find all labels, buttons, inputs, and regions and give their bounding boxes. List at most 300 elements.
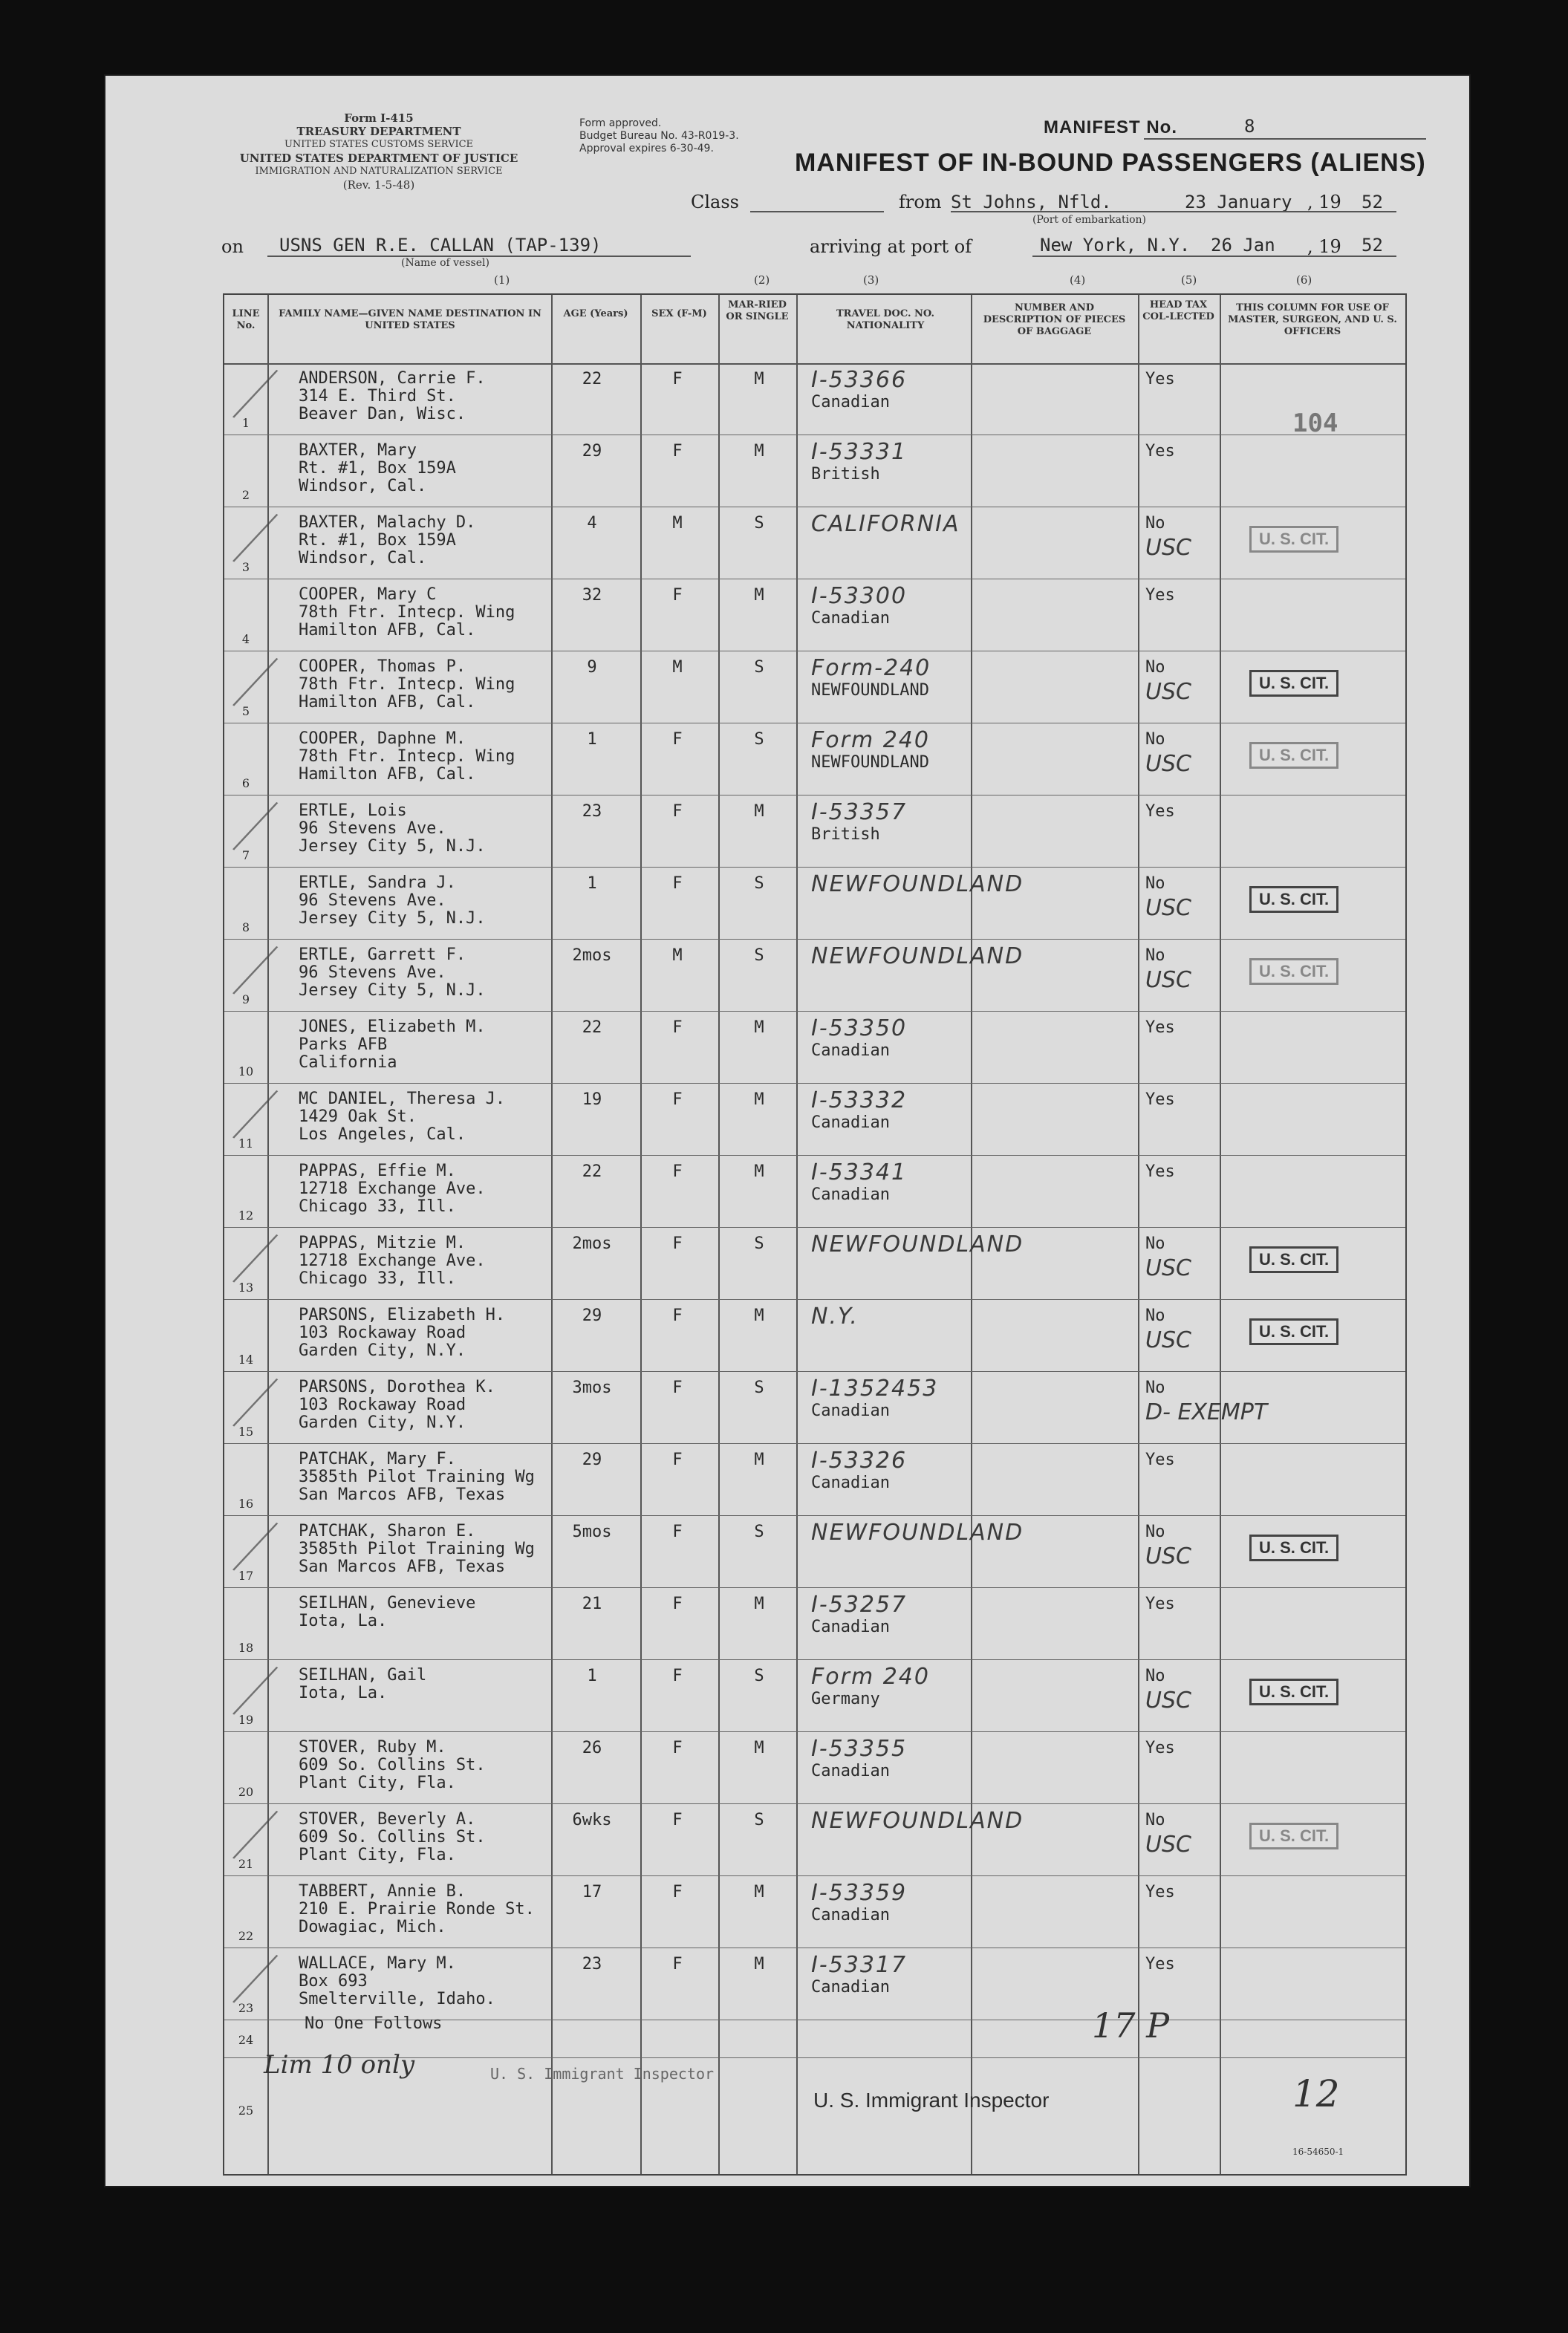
line-number: 22 [238, 1929, 254, 1943]
head-tax [1145, 1883, 1175, 1901]
travel-doc [811, 1664, 989, 1708]
travel-doc-number: I-53359 [811, 1880, 908, 1906]
manifest-underline [1144, 138, 1426, 140]
travel-doc-number: N.Y. [811, 1304, 859, 1330]
passenger-sex: F [672, 586, 683, 605]
col-num-1: (1) [494, 273, 510, 287]
us-citizen-stamp: U. S. CIT. [1249, 526, 1338, 553]
head-tax-note: USC [1145, 1255, 1191, 1281]
nationality: Germany [811, 1690, 880, 1708]
head-tax [1145, 946, 1191, 993]
passenger-marital: M [754, 1883, 764, 1901]
line-number: 15 [238, 1425, 254, 1439]
travel-doc-number: Form 240 [811, 1664, 930, 1690]
arrival-year: 52 [1362, 235, 1383, 256]
line-number: 8 [241, 920, 250, 934]
head-tax-note: USC [1145, 1832, 1191, 1858]
nationality: British [811, 465, 880, 484]
row-divider [224, 867, 1405, 868]
line-number: 25 [238, 2103, 254, 2118]
justice-dept: UNITED STATES DEPARTMENT OF JUSTICE [239, 152, 518, 165]
line-number: 17 [238, 1569, 254, 1583]
line-number: 21 [238, 1857, 254, 1871]
head-tax-note: USC [1145, 967, 1191, 993]
from-underline [951, 211, 1396, 212]
travel-doc [811, 1304, 989, 1330]
inspector-title: U. S. Immigrant Inspector [813, 2089, 1050, 2112]
class-label: Class [691, 192, 739, 212]
passenger-sex: M [672, 658, 683, 677]
passenger-sex: F [672, 1234, 683, 1253]
table-row [224, 1229, 1405, 1299]
passenger-marital: S [754, 946, 764, 965]
expires-line: Approval expires 6-30-49. [579, 143, 714, 154]
line-number: 11 [238, 1136, 254, 1151]
row-divider [224, 1803, 1405, 1804]
head-tax-value: Yes [1145, 1018, 1175, 1037]
inspector-faded: U. S. Immigrant Inspector [490, 2065, 715, 2083]
head-tax-note: USC [1145, 679, 1191, 705]
table-row [224, 508, 1405, 579]
table-row [224, 1445, 1405, 1515]
hdr-baggage: NUMBER AND DESCRIPTION OF PIECES OF BAGGAGE [983, 302, 1126, 337]
table-row [224, 1733, 1405, 1803]
table-row [224, 364, 1405, 435]
line-number: 24 [238, 2033, 254, 2047]
passenger-age: 29 [582, 1451, 602, 1469]
head-tax [1145, 802, 1175, 821]
head-tax-value: No [1145, 1811, 1165, 1829]
travel-doc [811, 1015, 989, 1060]
passenger-marital: M [754, 1090, 764, 1109]
head-tax [1145, 1955, 1175, 1974]
col-num-5: (5) [1181, 273, 1197, 287]
passenger-age: 21 [582, 1595, 602, 1613]
travel-doc-number: I-1352453 [811, 1376, 939, 1402]
passenger-marital: S [754, 1379, 764, 1397]
head-tax-value: Yes [1145, 370, 1175, 388]
us-citizen-stamp: U. S. CIT. [1249, 1823, 1338, 1849]
travel-doc [811, 727, 989, 772]
table-row [224, 1661, 1405, 1731]
line-number: 4 [241, 632, 250, 646]
passenger-age: 1 [587, 874, 597, 893]
ins-service: IMMIGRATION AND NATURALIZATION SERVICE [255, 166, 503, 177]
row-divider [224, 1227, 1405, 1228]
form-code: 16-54650-1 [1292, 2147, 1344, 2157]
passenger-name-destination: SEILHAN, Genevieve Iota, La. [299, 1594, 476, 1630]
passenger-sex: F [672, 802, 683, 821]
arrival-date: 26 Jan [1211, 235, 1275, 256]
line-number: 7 [241, 848, 250, 862]
passenger-marital: S [754, 874, 764, 893]
us-citizen-stamp: U. S. CIT. [1249, 1679, 1338, 1705]
line-number: 2 [241, 488, 250, 502]
customs-service: UNITED STATES CUSTOMS SERVICE [284, 139, 474, 150]
head-tax-value: Yes [1145, 586, 1175, 605]
line-number: 3 [241, 560, 250, 574]
head-tax-value: No [1145, 946, 1165, 965]
table-row [224, 1517, 1405, 1587]
passenger-age: 6wks [572, 1811, 612, 1829]
head-tax-note: USC [1145, 1327, 1191, 1353]
travel-doc [811, 1159, 989, 1204]
row-divider [224, 1515, 1405, 1516]
head-tax [1145, 1234, 1191, 1281]
table-row [224, 796, 1405, 867]
us-citizen-stamp: U. S. CIT. [1249, 742, 1338, 769]
passenger-marital: M [754, 442, 764, 461]
nationality: Canadian [811, 1906, 890, 1924]
hdr-travel: TRAVEL DOC. NO. NATIONALITY [836, 308, 935, 331]
table-row [224, 724, 1405, 795]
agency-header [223, 111, 535, 192]
hdr-headtax: HEAD TAX COL-LECTED [1142, 299, 1214, 322]
nationality: Canadian [811, 1618, 890, 1636]
no-one-follows: No One Follows [305, 2014, 443, 2033]
passenger-name-destination: COOPER, Mary C 78th Ftr. Intecp. Wing Hamilton AFB, Cal. [299, 585, 515, 640]
head-tax [1145, 1090, 1175, 1109]
head-tax-note: USC [1145, 895, 1191, 921]
passenger-marital: M [754, 1955, 764, 1974]
passenger-sex: F [672, 1595, 683, 1613]
head-tax-value: No [1145, 1523, 1165, 1541]
budget-line: Budget Bureau No. 43-R019-3. [579, 130, 739, 142]
passenger-sex: F [672, 1523, 683, 1541]
passenger-marital: M [754, 1018, 764, 1037]
hdr-line: LINE No. [232, 308, 260, 331]
table-row [224, 1949, 1405, 2020]
travel-doc [811, 367, 989, 411]
travel-doc [811, 439, 989, 484]
passenger-marital: M [754, 586, 764, 605]
table-row [224, 1877, 1405, 1948]
travel-doc-number: Form-240 [811, 655, 931, 681]
travel-doc-number: NEWFOUNDLAND [811, 1520, 1024, 1546]
head-tax-value: No [1145, 730, 1165, 749]
arrival-underline [1032, 256, 1396, 257]
passenger-sex: F [672, 442, 683, 461]
hdr-sex: SEX (F-M) [651, 308, 707, 319]
row-divider [224, 1659, 1405, 1660]
passenger-age: 23 [582, 802, 602, 821]
table-row [224, 1589, 1405, 1659]
head-tax [1145, 514, 1191, 561]
arrival-port: New York, N.Y. [1040, 235, 1191, 256]
passenger-age: 2mos [572, 1234, 612, 1253]
hdr-name: FAMILY NAME—GIVEN NAME DESTINATION IN UNITED STATES [279, 308, 541, 331]
handwritten-initials: 17 P [1092, 2005, 1170, 2046]
passenger-name-destination: PAPPAS, Effie M. 12718 Exchange Ave. Chicago 33, Ill. [299, 1162, 486, 1216]
passenger-sex: F [672, 874, 683, 893]
passenger-name-destination: JONES, Elizabeth M. Parks AFB California [299, 1018, 486, 1072]
passenger-sex: F [672, 1307, 683, 1325]
passenger-sex: M [672, 514, 683, 533]
passenger-sex: F [672, 1883, 683, 1901]
passenger-name-destination: STOVER, Beverly A. 609 So. Collins St. Plant City, Fla. [299, 1810, 486, 1864]
row-divider [224, 1587, 1405, 1588]
travel-doc-number: NEWFOUNDLAND [811, 871, 1024, 897]
passenger-marital: S [754, 730, 764, 749]
passenger-name-destination: SEILHAN, Gail Iota, La. [299, 1666, 427, 1702]
passenger-age: 22 [582, 370, 602, 388]
passenger-age: 1 [587, 1667, 597, 1685]
table-row [224, 1805, 1405, 1875]
travel-doc [811, 1087, 989, 1132]
passenger-marital: M [754, 1451, 764, 1469]
travel-doc-number: I-53257 [811, 1592, 908, 1618]
head-tax [1145, 1523, 1191, 1569]
nationality: NEWFOUNDLAND [811, 681, 929, 700]
row-divider [224, 1371, 1405, 1372]
row-divider [224, 1443, 1405, 1444]
passenger-marital: S [754, 1523, 764, 1541]
col-num-6: (6) [1296, 273, 1312, 287]
col-num-4: (4) [1070, 273, 1086, 287]
passenger-age: 3mos [572, 1379, 612, 1397]
line-number: 10 [238, 1064, 254, 1078]
us-citizen-stamp: U. S. CIT. [1249, 1246, 1338, 1273]
passenger-age: 23 [582, 1955, 602, 1974]
passenger-name-destination: TABBERT, Annie B. 210 E. Prairie Ronde St. Dowagiac, Mich. [299, 1882, 535, 1936]
nationality: Canadian [811, 609, 890, 628]
nationality: Canadian [811, 1474, 890, 1492]
line-number: 6 [241, 776, 250, 790]
passenger-age: 1 [587, 730, 597, 749]
passenger-sex: F [672, 1090, 683, 1109]
nationality: Canadian [811, 1402, 890, 1420]
head-tax [1145, 1018, 1175, 1037]
travel-doc [811, 655, 989, 700]
head-tax-value: Yes [1145, 1162, 1175, 1181]
page-stamp-number: 104 [1292, 409, 1338, 438]
nationality: Canadian [811, 1041, 890, 1060]
col-num-2: (2) [754, 273, 770, 287]
row-divider [224, 1083, 1405, 1084]
passenger-age: 29 [582, 1307, 602, 1325]
table-row [224, 580, 1405, 651]
travel-doc [811, 1736, 989, 1780]
table-row [224, 1084, 1405, 1155]
col-num-3: (3) [863, 273, 879, 287]
passenger-name-destination: BAXTER, Malachy D. Rt. #1, Box 159A Windsor, Cal. [299, 513, 476, 567]
passenger-sex: F [672, 1739, 683, 1757]
travel-doc-number: I-53332 [811, 1087, 908, 1113]
passenger-marital: M [754, 1595, 764, 1613]
travel-doc [811, 511, 989, 537]
travel-doc-number: I-53317 [811, 1952, 908, 1978]
head-tax-value: Yes [1145, 442, 1175, 461]
head-tax-value: Yes [1145, 1739, 1175, 1757]
travel-doc [811, 1952, 989, 1997]
nationality: Canadian [811, 1185, 890, 1204]
table-row [224, 1301, 1405, 1371]
head-tax [1145, 1811, 1191, 1858]
passenger-marital: M [754, 1307, 764, 1325]
head-tax [1145, 1667, 1191, 1714]
passenger-name-destination: ERTLE, Sandra J. 96 Stevens Ave. Jersey City 5, N.J. [299, 873, 486, 928]
approved-line: Form approved. [579, 117, 662, 129]
line-number: 14 [238, 1353, 254, 1367]
hdr-officers: THIS COLUMN FOR USE OF MASTER, SURGEON, AND U. S. OFFICERS [1228, 302, 1397, 337]
passenger-marital: S [754, 514, 764, 533]
head-tax [1145, 370, 1175, 388]
table-row [224, 868, 1405, 939]
line-number: 13 [238, 1281, 254, 1295]
travel-doc [811, 1592, 989, 1636]
passenger-sex: F [672, 1018, 683, 1037]
head-tax [1145, 730, 1191, 777]
vessel-name: USNS GEN R.E. CALLAN (TAP-139) [279, 235, 602, 256]
nationality: British [811, 825, 880, 844]
head-tax [1145, 874, 1191, 921]
passenger-marital: S [754, 1667, 764, 1685]
passenger-sex: F [672, 370, 683, 388]
us-citizen-stamp: U. S. CIT. [1249, 958, 1338, 985]
head-tax-value: Yes [1145, 802, 1175, 821]
passenger-marital: M [754, 370, 764, 388]
passenger-name-destination: COOPER, Daphne M. 78th Ftr. Intecp. Wing Hamilton AFB, Cal. [299, 729, 515, 784]
passenger-sex: F [672, 1667, 683, 1685]
head-tax-note: USC [1145, 751, 1191, 777]
form-number: Form I-415 [344, 111, 414, 125]
line-number: 18 [238, 1641, 254, 1655]
passenger-sex: M [672, 946, 683, 965]
head-tax-value: No [1145, 1307, 1165, 1325]
corner-number: 12 [1292, 2072, 1340, 2115]
us-citizen-stamp: U. S. CIT. [1249, 886, 1338, 913]
line-number: 16 [238, 1497, 254, 1511]
travel-doc-number: NEWFOUNDLAND [811, 943, 1024, 969]
table-row [224, 1373, 1405, 1443]
travel-doc-number: NEWFOUNDLAND [811, 1808, 1024, 1834]
head-tax-value: No [1145, 1667, 1165, 1685]
passenger-sex: F [672, 1955, 683, 1974]
passenger-marital: S [754, 1234, 764, 1253]
travel-doc-number: I-53300 [811, 583, 908, 609]
head-tax-value: No [1145, 1234, 1165, 1253]
passenger-age: 4 [587, 514, 597, 533]
passenger-name-destination: PARSONS, Dorothea K. 103 Rockaway Road Garden City, N.Y. [299, 1378, 495, 1432]
head-tax-value: No [1145, 874, 1165, 893]
travel-doc [811, 583, 989, 628]
passenger-name-destination: ANDERSON, Carrie F. 314 E. Third St. Beaver Dan, Wisc. [299, 369, 486, 423]
nationality: Canadian [811, 1762, 890, 1780]
travel-doc-number: I-53357 [811, 799, 908, 825]
passenger-marital: M [754, 1739, 764, 1757]
head-tax [1145, 658, 1191, 705]
us-citizen-stamp: U. S. CIT. [1249, 1535, 1338, 1561]
line-number: 12 [238, 1208, 254, 1223]
passenger-name-destination: COOPER, Thomas P. 78th Ftr. Intecp. Wing Hamilton AFB, Cal. [299, 657, 515, 712]
passenger-name-destination: BAXTER, Mary Rt. #1, Box 159A Windsor, Cal. [299, 441, 456, 495]
passenger-age: 29 [582, 442, 602, 461]
treasury-dept: TREASURY DEPARTMENT [296, 125, 461, 138]
passenger-marital: S [754, 658, 764, 677]
travel-doc [811, 1808, 1024, 1834]
line-number: 9 [241, 992, 250, 1006]
embark-year: 52 [1362, 192, 1383, 212]
table-row [224, 436, 1405, 507]
travel-doc [811, 943, 1024, 969]
nationality: Canadian [811, 1978, 890, 1997]
manifest-number [1044, 116, 1256, 138]
passenger-sex: F [672, 1379, 683, 1397]
passenger-sex: F [672, 1811, 683, 1829]
row-divider [224, 1731, 1405, 1732]
travel-doc-number: I-53350 [811, 1015, 908, 1041]
year1-prefix: , 19 [1307, 192, 1341, 212]
head-tax-value: No [1145, 1379, 1165, 1397]
head-tax-note: D- EXEMPT [1145, 1399, 1268, 1425]
approval-block [579, 117, 739, 155]
travel-doc-number: I-53341 [811, 1159, 908, 1185]
line-number: 19 [238, 1713, 254, 1727]
manifest-number-label: MANIFEST No. [1044, 117, 1177, 137]
row-divider [224, 939, 1405, 940]
travel-doc-number: I-53355 [811, 1736, 908, 1762]
travel-doc [811, 871, 1024, 897]
passenger-marital: M [754, 802, 764, 821]
embark-caption: (Port of embarkation) [1032, 214, 1146, 226]
head-tax-value: Yes [1145, 1451, 1175, 1469]
manifest-sheet [104, 74, 1471, 2187]
passenger-name-destination: PATCHAK, Mary F. 3585th Pilot Training Wg San Marcos AFB, Texas [299, 1450, 535, 1504]
travel-doc-number: I-53366 [811, 367, 908, 393]
embark-date: 23 January [1185, 192, 1292, 212]
passenger-age: 17 [582, 1883, 602, 1901]
hdr-married: MAR-RIED OR SINGLE [726, 299, 789, 322]
row-divider [224, 1011, 1405, 1012]
passenger-name-destination: PAPPAS, Mitzie M. 12718 Exchange Ave. Chicago 33, Ill. [299, 1234, 486, 1288]
passenger-age: 22 [582, 1018, 602, 1037]
head-tax-value: No [1145, 514, 1165, 533]
passenger-name-destination: PARSONS, Elizabeth H. 103 Rockaway Road Garden City, N.Y. [299, 1306, 506, 1360]
head-tax [1145, 1595, 1175, 1613]
class-underline [750, 211, 884, 212]
passenger-sex: F [672, 1451, 683, 1469]
us-citizen-stamp: U. S. CIT. [1249, 670, 1338, 697]
passenger-table [223, 293, 1407, 2176]
head-tax-value: Yes [1145, 1955, 1175, 1974]
passenger-sex: F [672, 730, 683, 749]
travel-doc [811, 799, 989, 844]
head-tax-value: Yes [1145, 1883, 1175, 1901]
head-tax-value: No [1145, 658, 1165, 677]
row-divider [224, 1875, 1405, 1876]
table-row [224, 1012, 1405, 1083]
year2-prefix: , 19 [1307, 236, 1341, 257]
passenger-name-destination: MC DANIEL, Theresa J. 1429 Oak St. Los Angeles, Cal. [299, 1090, 506, 1144]
arriving-label: arriving at port of [810, 236, 972, 257]
head-tax [1145, 1379, 1268, 1425]
head-tax-value: Yes [1145, 1595, 1175, 1613]
travel-doc-number: I-53331 [811, 439, 908, 465]
head-tax-value: Yes [1145, 1090, 1175, 1109]
page-title: MANIFEST OF IN-BOUND PASSENGERS (ALIENS) [795, 149, 1426, 177]
row-divider [224, 1299, 1405, 1300]
table-row [224, 940, 1405, 1011]
travel-doc [811, 1520, 1024, 1546]
passenger-marital: S [754, 1811, 764, 1829]
manifest-number-value: 8 [1244, 116, 1256, 137]
table-row [224, 1156, 1405, 1227]
passenger-name-destination: ERTLE, Garrett F. 96 Stevens Ave. Jersey City 5, N.J. [299, 946, 486, 1000]
head-tax-note: USC [1145, 1543, 1191, 1569]
passenger-age: 19 [582, 1090, 602, 1109]
travel-doc [811, 1231, 1024, 1257]
head-tax [1145, 1307, 1191, 1353]
